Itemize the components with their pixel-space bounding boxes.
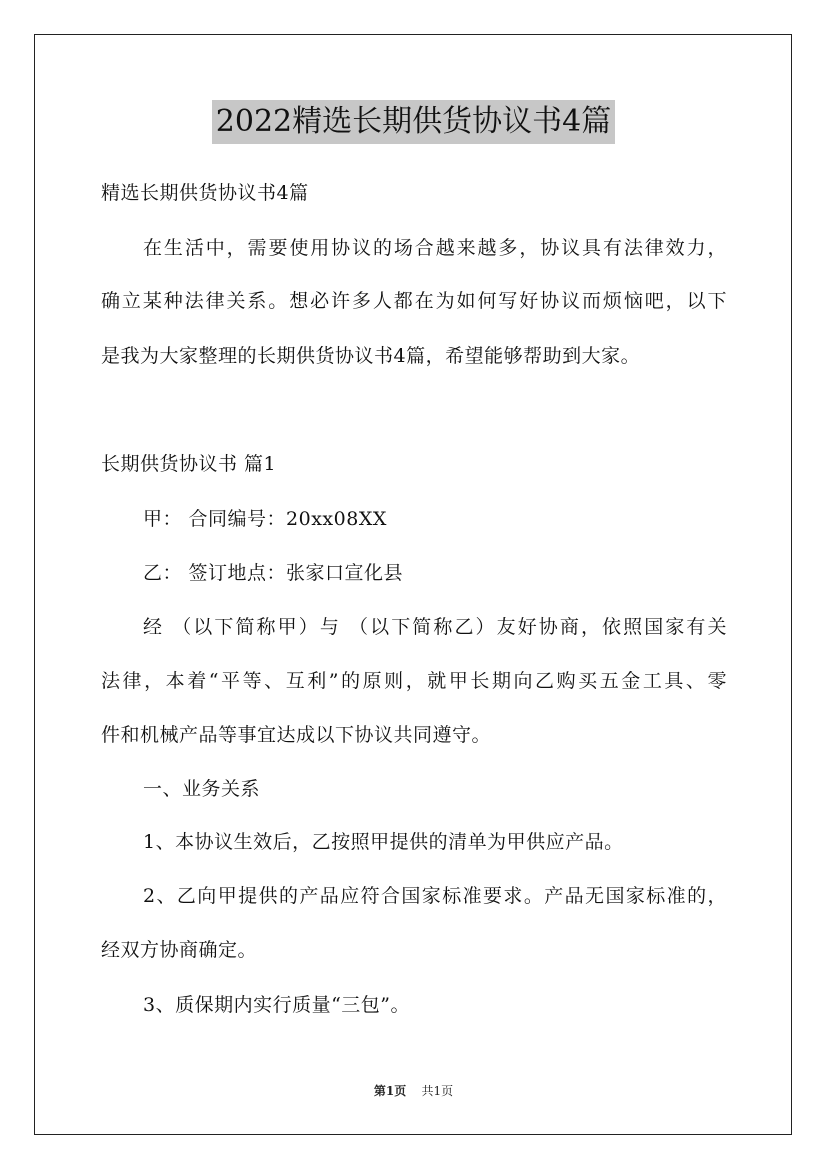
title-container [0, 100, 827, 144]
page-total: 共1页 [421, 1084, 454, 1098]
clause-3: 3、质保期内实行质量“三包”。 [143, 994, 411, 1016]
intro-line-1: 在生活中，需要使用协议的场合越来越多，协议具有法律效力， [143, 237, 727, 259]
party-a-line: 甲： 合同编号：20xx08XX [143, 508, 387, 530]
intro-line-3: 是我为大家整理的长期供货协议书4篇，希望能够帮助到大家。 [101, 345, 641, 367]
page-footer [0, 1083, 827, 1099]
document-subtitle: 精选长期供货协议书4篇 [101, 182, 309, 204]
intro-line-2: 确立某种法律关系。想必许多人都在为如何写好协议而烦恼吧，以下 [101, 290, 727, 312]
party-b-line: 乙： 签订地点：张家口宣化县 [143, 562, 404, 584]
clause-1: 1、本协议生效后，乙按照甲提供的清单为甲供应产品。 [143, 831, 624, 853]
preamble-line-3: 件和机械产品等事宜达成以下协议共同遵守。 [101, 724, 492, 746]
clause-2-line-2: 经双方协商确定。 [101, 939, 258, 961]
clause-2-line-1: 2、乙向甲提供的产品应符合国家标准要求。产品无国家标准的， [143, 885, 727, 907]
heading-business-relationship: 一、业务关系 [143, 778, 261, 800]
page-number: 第1页 [373, 1084, 407, 1098]
preamble-line-1: 经 （以下简称甲）与 （以下简称乙）友好协商，依照国家有关 [143, 616, 727, 638]
section-title: 长期供货协议书 篇1 [101, 453, 277, 475]
preamble-line-2: 法律，本着“平等、互利”的原则，就甲长期向乙购买五金工具、零 [101, 670, 727, 692]
document-title: 2022精选长期供货协议书4篇 [212, 100, 615, 144]
